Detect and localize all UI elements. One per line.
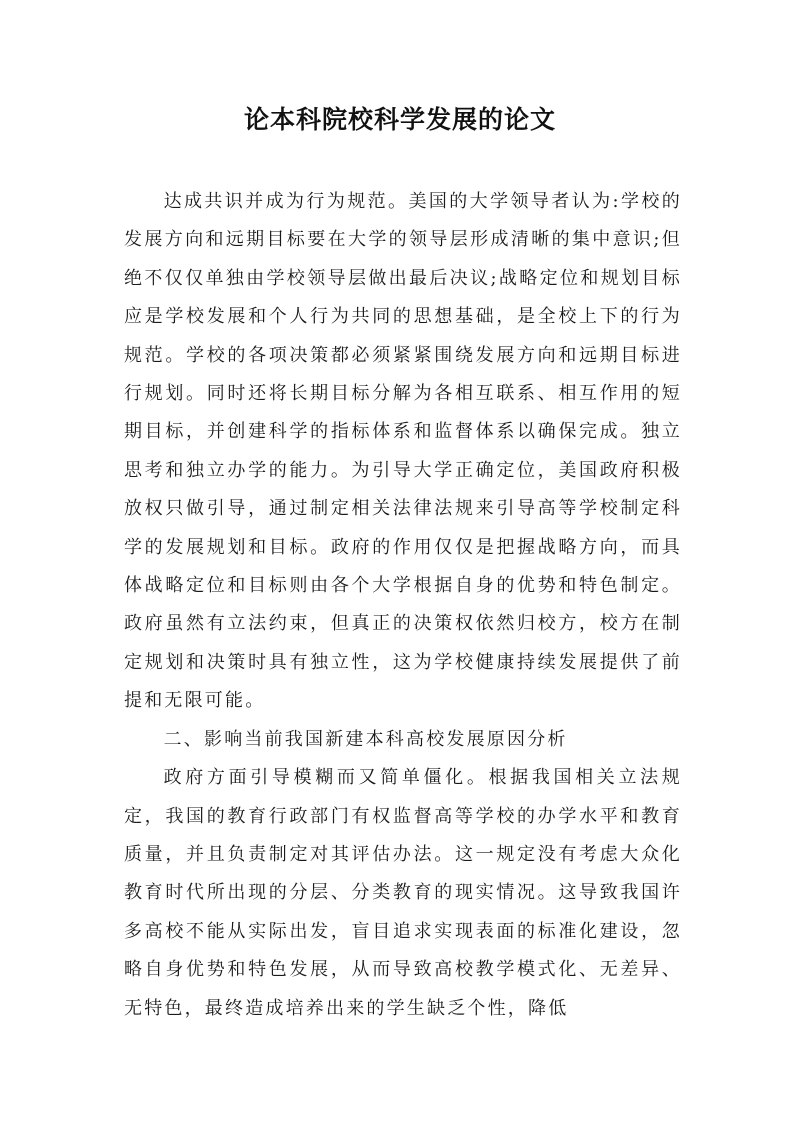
body-paragraph: 达成共识并成为行为规范。美国的大学领导者认为:学校的发展方向和远期目标要在大学的领导层形成清晰的集中意识;但绝不仅仅单独由学校领导层做出最后决议;战略定位和规划目标应是学校发展和个人行为共同的思想基础，是全校上下的行为规范。学校的各项决策都必须紧紧围绕发展方向和远期目标进行规划。同时还将长期目标分解为各相互联系、相互作用的短期目标，并创建科学的指标体系和监督体系以确保完成。独立思考和独立办学的能力。为引导大学正确定位，美国政府积极放权只做引导，通过制定相关法律法规来引导高等学校制定科学的发展规划和目标。政府的作用仅仅是把握战略方向，而具体战略定位和目标则由各个大学根据自身的优势和特色制定。政府虽然有立法约束，但真正的决策权依然归校方，校方在制定规划和决策时具有独立性，这为学校健康持续发展提供了前提和无限可能。 bbox=[124, 191, 682, 712]
section-heading: 二、影响当前我国新建本科高校发展原因分析 bbox=[163, 728, 568, 750]
body-paragraph: 政府方面引导模糊而又简单僵化。根据我国相关立法规定，我国的教育行政部门有权监督高等学校的办学水平和教育质量，并且负责制定对其评估办法。这一规定没有考虑大众化教育时代所出现的分层、分类教育的现实情况。这导致我国许多高校不能从实际出发，盲目追求实现表面的标准化建设，忽略自身优势和特色发展，从而导致高校教学模式化、无差异、无特色，最终造成培养出来的学生缺乏个性，降低 bbox=[124, 767, 682, 1019]
document-body bbox=[124, 183, 682, 1028]
document-title: 论本科院校科学发展的论文 bbox=[243, 105, 556, 134]
